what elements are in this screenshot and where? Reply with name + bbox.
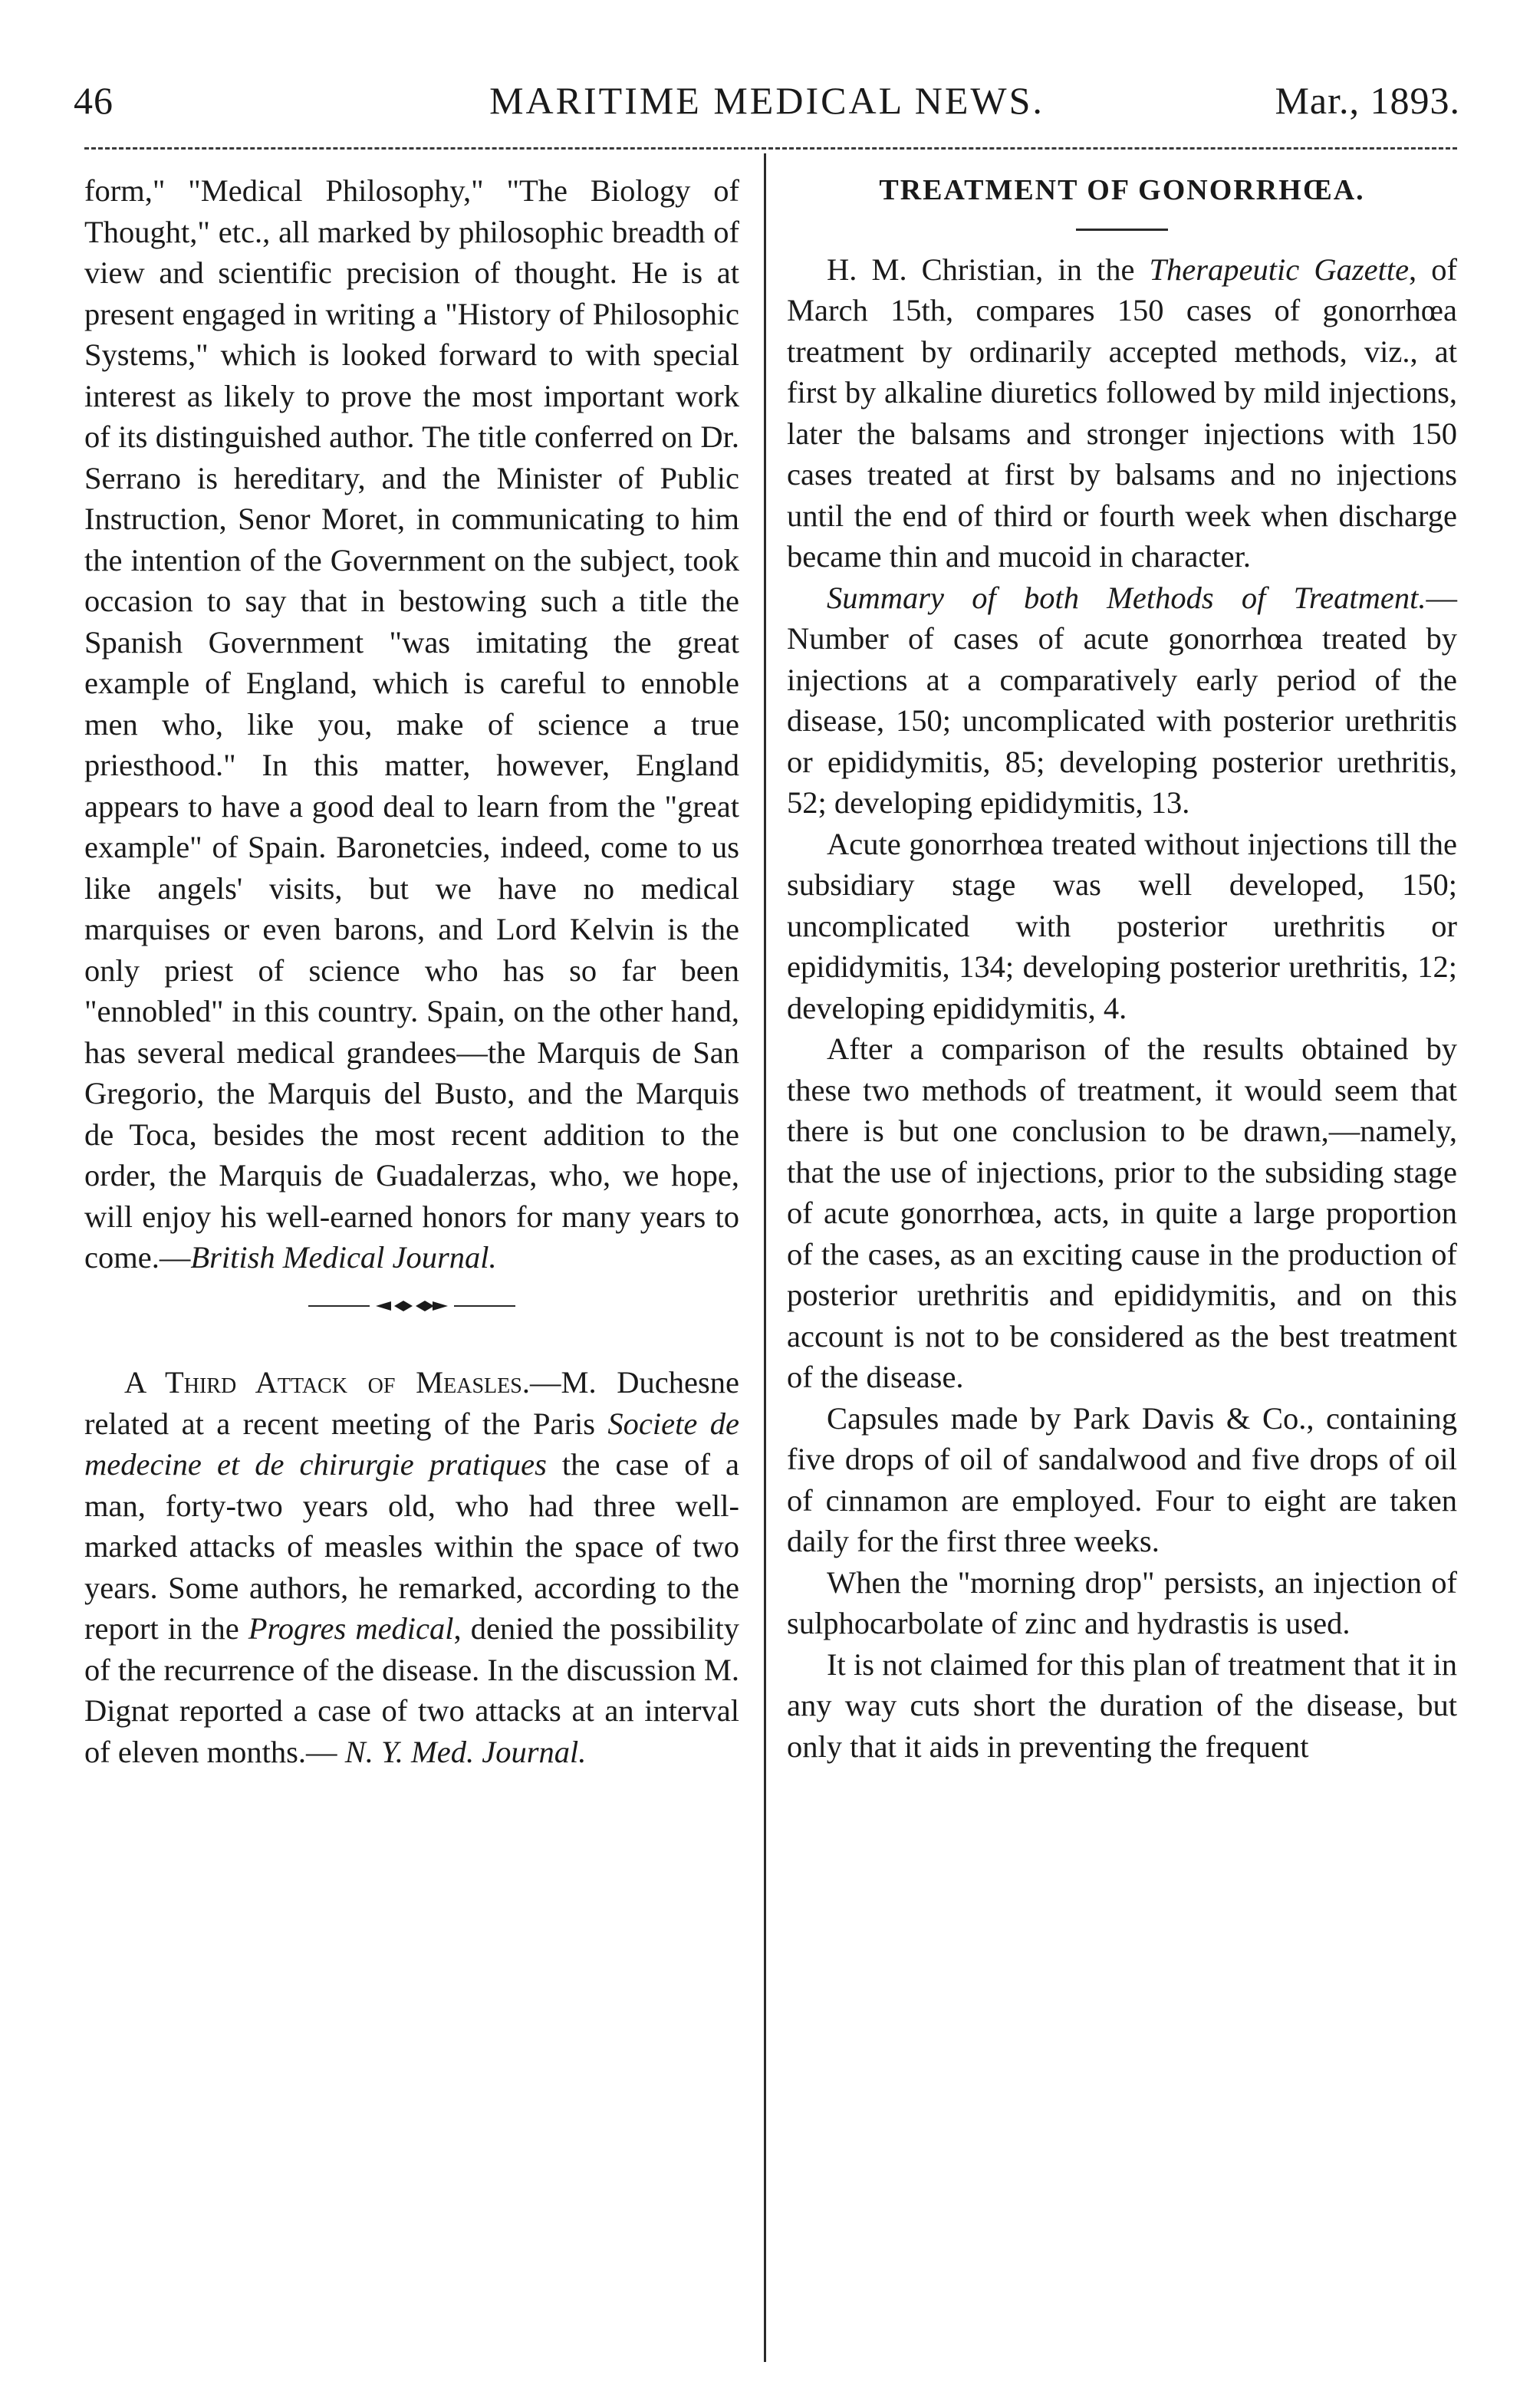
journal-title: MARITIME MEDICAL NEWS.: [489, 79, 1045, 122]
header-divider: [84, 147, 1457, 150]
paragraph-2-text: —Number of cases of acute gonorrhœa treated by injections at a comparatively early period of the disease, 150; uncomplicated with posterior urethritis or epididymitis, 85; developing posterior urethritis, 52; developing epididymitis, 13.: [787, 580, 1457, 820]
left-column: [84, 170, 739, 1772]
running-head: [74, 74, 1460, 127]
measles-journal-1: Societe de medecine et de chirurgie pratiques: [84, 1406, 739, 1482]
summary-heading: Summary of both Methods of Treatment.: [827, 580, 1426, 615]
ornament-icon: [308, 1298, 515, 1314]
page-number: 46: [74, 79, 114, 122]
issue-date: Mar., 1893.: [1275, 79, 1460, 122]
title-rule: [1076, 229, 1168, 231]
measles-text-1: —M. Duchesne related at a recent meeting of the Paris: [84, 1365, 739, 1441]
paragraph-6: When the "morning drop" persists, an injection of sulphocarbolate of zinc and hydrastis is used.: [787, 1564, 1457, 1640]
measles-source: N. Y. Med. Journal.: [344, 1734, 587, 1769]
paragraph-5: Capsules made by Park Davis & Co., containing five drops of oil of sandalwood and five drops of oil of cinnamon are employed. Four to eight are taken daily for the first three weeks.: [787, 1400, 1457, 1558]
continued-article-text: form," "Medical Philosophy," "The Biology of Thought," etc., all marked by philosophic breadth of view and scientific precision of thought. He is at present engaged in writing a "History of Philosophic Systems," which is looked forward to with special interest as likely to prove the most important work of its distinguished author. The title conferred on Dr. Serrano is hereditary, and the Minister of Public Instruction, Senor Moret, in communicating to him the intention of the Government on the subject, took occasion to say that in bestowing such a title the Spanish Government "was imitating the great example of England, which is careful to ennoble men who, like you, make of science a true priesthood." In this matter, however, England appears to have a good deal to learn from the "great example" of Spain. Baronetcies, indeed, come to us like angels' visits, but we have no medical marquises or even barons, and Lord Kelvin is the only priest of science who has so far been "ennobled" in this country. Spain, on the other hand, has several medical grandees—the Marquis de San Gregorio, the Marquis del Busto, and the Marquis de Toca, besides the most recent addition to the order, the Marquis de Guadalerzas, who, we hope, will enjoy his well-earned honors for many years to come.—: [84, 173, 739, 1275]
continued-article-source: British Medical Journal.: [190, 1240, 497, 1275]
ornament-divider: [84, 1283, 739, 1324]
paragraph-4: After a comparison of the results obtained by these two methods of treatment, it would seem that there is but one conclusion to be drawn,—namely, that the use of injections, prior to the subsiding stage of acute gonorrhœa, acts, in quite a large proportion of the cases, as an exciting cause in the production of posterior urethritis and epididymitis, and on this account is not to be considered as the best treatment of the disease.: [787, 1031, 1457, 1394]
right-column: [787, 170, 1457, 1767]
paragraph-7: It is not claimed for this plan of treatment that it in any way cuts short the duration of the disease, but only that it aids in preventing the frequent: [787, 1646, 1457, 1764]
paragraph-1-text-2: , of March 15th, compares 150 cases of gonorrhœa treatment by ordinarily accepted methods, viz., at first by alkaline diuretics followed by mild injections, later the balsams and stronger injections with 150 cases treated at first by balsams and no injections until the end of third or fourth week when discharge became thin and mucoid in character.: [787, 252, 1457, 574]
measles-text-2: the case of a man, forty-two years old, who had three well-marked attacks of measles within the space of two years. Some authors, he remarked, according to the report in the: [84, 1447, 739, 1646]
paragraph-1: [787, 249, 1457, 577]
paragraph-2: [787, 577, 1457, 824]
column-divider: [764, 153, 766, 2362]
paragraph-1-text-1: H. M. Christian, in the: [827, 252, 1150, 287]
article-title: TREATMENT OF GONORRHŒA.: [879, 174, 1365, 206]
paragraph-3: Acute gonorrhœa treated without injections till the subsidiary stage was well developed, 150; uncomplicated with posterior urethritis or epididymitis, 134; developing posterior urethritis, 12; developing epididymitis, 4.: [787, 826, 1457, 1025]
measles-heading: A Third Attack of Measles.: [124, 1365, 530, 1400]
measles-journal-2: Progres medical: [248, 1611, 454, 1646]
paragraph-1-journal: Therapeutic Gazette: [1149, 252, 1410, 287]
measles-article: [84, 1362, 739, 1772]
continued-article: [84, 170, 739, 1278]
measles-text-3: , denied the possibility of the recurrence of the disease. In the discussion M. Dignat reported a case of two attacks at an interval of eleven months.—: [84, 1611, 739, 1769]
